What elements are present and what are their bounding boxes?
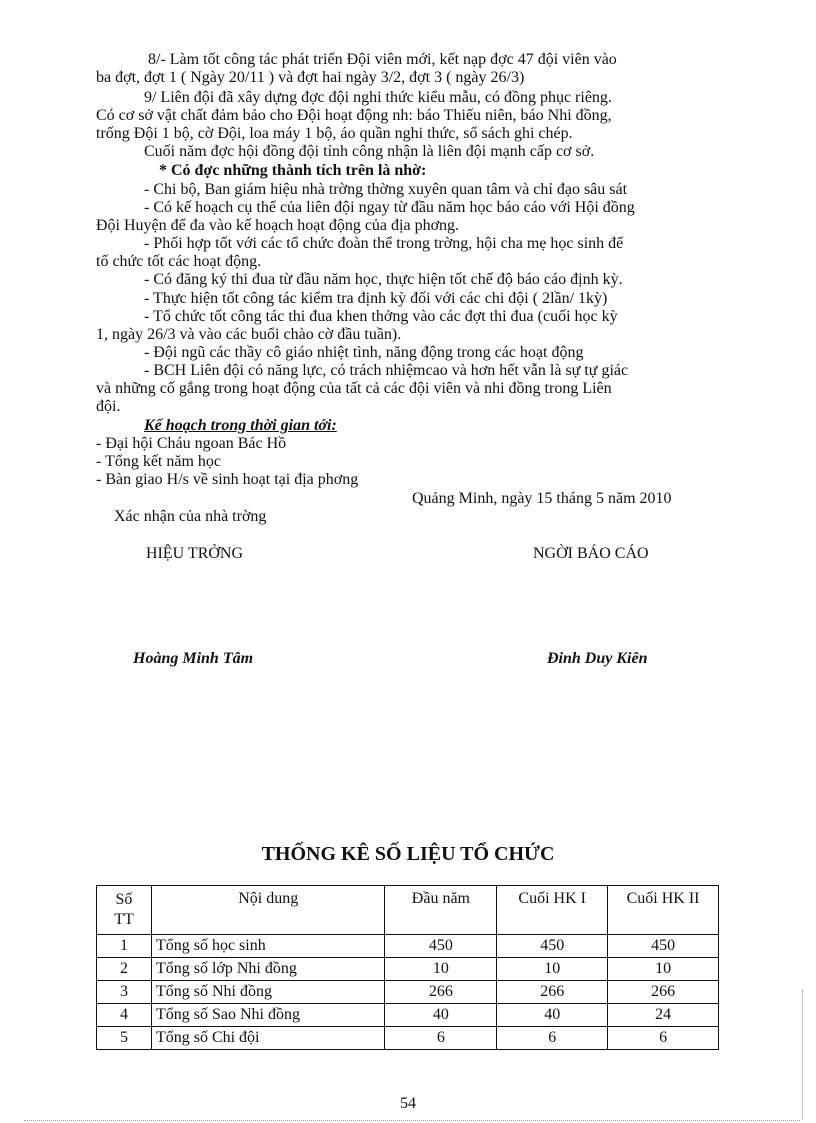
text-line: - Có kế hoạch cụ thể của liên đội ngay từ đầu năm học báo cáo với Hội đồng [144,199,635,216]
cell-value: 266 [385,981,497,1004]
header-content: Nội dung [151,886,385,935]
plan-item: - Bàn giao H/s về sinh hoạt tại địa phơng [96,471,359,488]
cell-value: 266 [608,981,719,1004]
text-line: trống Đội 1 bộ, cờ Đội, loa máy 1 bộ, áo quần nghi thức, sổ sách ghi chép. [96,125,573,142]
principal-role: HIỆU TRỞNG [146,545,244,562]
text-line: - Đội ngũ các thầy cô giáo nhiệt tình, năng động trong các hoạt động [144,344,584,361]
cell-content: Tổng số lớp Nhi đồng [151,958,385,981]
cell-content: Tổng số Sao Nhi đồng [151,1004,385,1027]
section-heading: * Có đợc những thành tích trên là nhờ: [159,162,427,179]
cell-stt: 4 [97,1004,152,1027]
cell-content: Tổng số Nhi đồng [151,981,385,1004]
cell-value: 6 [385,1027,497,1050]
text-line: - Thực hiện tốt công tác kiểm tra định kỳ đối với các chi đội ( 2lần/ 1kỳ) [144,290,608,307]
text-line: và những cố gắng trong hoạt động của tất cả các đội viên và nhi đồng trong Liên [96,380,612,397]
cell-content: Tổng số Chi đội [151,1027,385,1050]
confirm-label: Xác nhận của nhà trờng [114,508,267,525]
stats-table [96,885,719,1050]
text-line: 8/- Làm tốt công tác phát triển Đội viên mới, kết nạp đợc 47 đội viên vào [148,51,617,68]
date-line: Quảng Minh, ngày 15 tháng 5 năm 2010 [412,490,672,507]
cell-value: 450 [608,935,719,958]
page-bottom-dotted-line [24,1120,800,1121]
header-stt-line2: TT [114,911,134,928]
header-end-term2: Cuối HK II [608,886,719,935]
text-line: - Phối hợp tốt với các tổ chức đoàn thể trong trờng, hội cha mẹ học sinh để [144,235,624,252]
cell-value: 450 [497,935,608,958]
header-start-year: Đầu năm [385,886,497,935]
text-line: Cuối năm đợc hội đồng đội tỉnh công nhận là liên đội mạnh cấp cơ sở. [144,143,595,160]
page-number: 54 [400,1095,416,1112]
reporter-role: NGỜI BÁO CÁO [533,545,649,562]
text-line: - Tổ chức tốt công tác thi đua khen thởng vào các đợt thi đua (cuối học kỳ [144,308,618,325]
text-line: 9/ Liên đội đã xây dựng đợc đội nghi thức kiểu mẫu, có đồng phục riêng. [144,89,612,106]
reporter-name: Đinh Duy Kiên [547,650,648,667]
text-line: tổ chức tốt các hoạt động. [96,253,262,270]
plan-item: - Tổng kết năm học [96,453,222,470]
header-stt-line1: Số [115,891,133,908]
cell-content: Tổng số học sinh [151,935,385,958]
cell-stt: 3 [97,981,152,1004]
cell-value: 6 [608,1027,719,1050]
principal-name: Hoàng Minh Tâm [133,650,254,667]
cell-value: 450 [385,935,497,958]
table-title: THỐNG KÊ SỐ LIỆU TỔ CHỨC [261,843,555,865]
cell-value: 10 [497,958,608,981]
text-line: ba đợt, đợt 1 ( Ngày 20/11 ) và đợt hai ngày 3/2, đợt 3 ( ngày 26/3) [96,69,525,86]
cell-stt: 2 [97,958,152,981]
cell-value: 40 [385,1004,497,1027]
cell-value: 266 [497,981,608,1004]
cell-value: 40 [497,1004,608,1027]
table-row [97,1027,719,1050]
cell-value: 6 [497,1027,608,1050]
cell-value: 10 [608,958,719,981]
text-line: Đội Huyện để đa vào kế hoạch hoạt động của địa phơng. [96,217,460,234]
cell-stt: 5 [97,1027,152,1050]
table-row [97,958,719,981]
cell-value: 24 [608,1004,719,1027]
header-stt [97,886,152,935]
text-line: đội. [96,398,121,415]
table-row [97,935,719,958]
header-end-term1: Cuối HK I [497,886,608,935]
cell-value: 10 [385,958,497,981]
text-line: 1, ngày 26/3 và vào các buổi chào cờ đầu tuần). [96,326,402,343]
table-row [97,1004,719,1027]
text-line: Có cơ sở vật chất đảm bảo cho Đội hoạt động nh: báo Thiếu niên, báo Nhi đồng, [96,107,612,124]
text-line: - BCH Liên đội có năng lực, có trách nhiệmcao và hơn hết vẫn là sự tự giác [144,362,629,379]
text-line: - Có đăng ký thi đua từ đầu năm học, thực hiện tốt chế độ báo cáo định kỳ. [144,271,623,288]
plan-heading: Kế hoạch trong thời gian tới: [144,417,337,434]
table-header-row [97,886,719,935]
plan-item: - Đại hội Cháu ngoan Bác Hồ [96,435,287,452]
text-line: - Chi bộ, Ban giám hiệu nhà trờng thờng xuyên quan tâm và chỉ đạo sâu sát [144,181,628,198]
table-row [97,981,719,1004]
cell-stt: 1 [97,935,152,958]
